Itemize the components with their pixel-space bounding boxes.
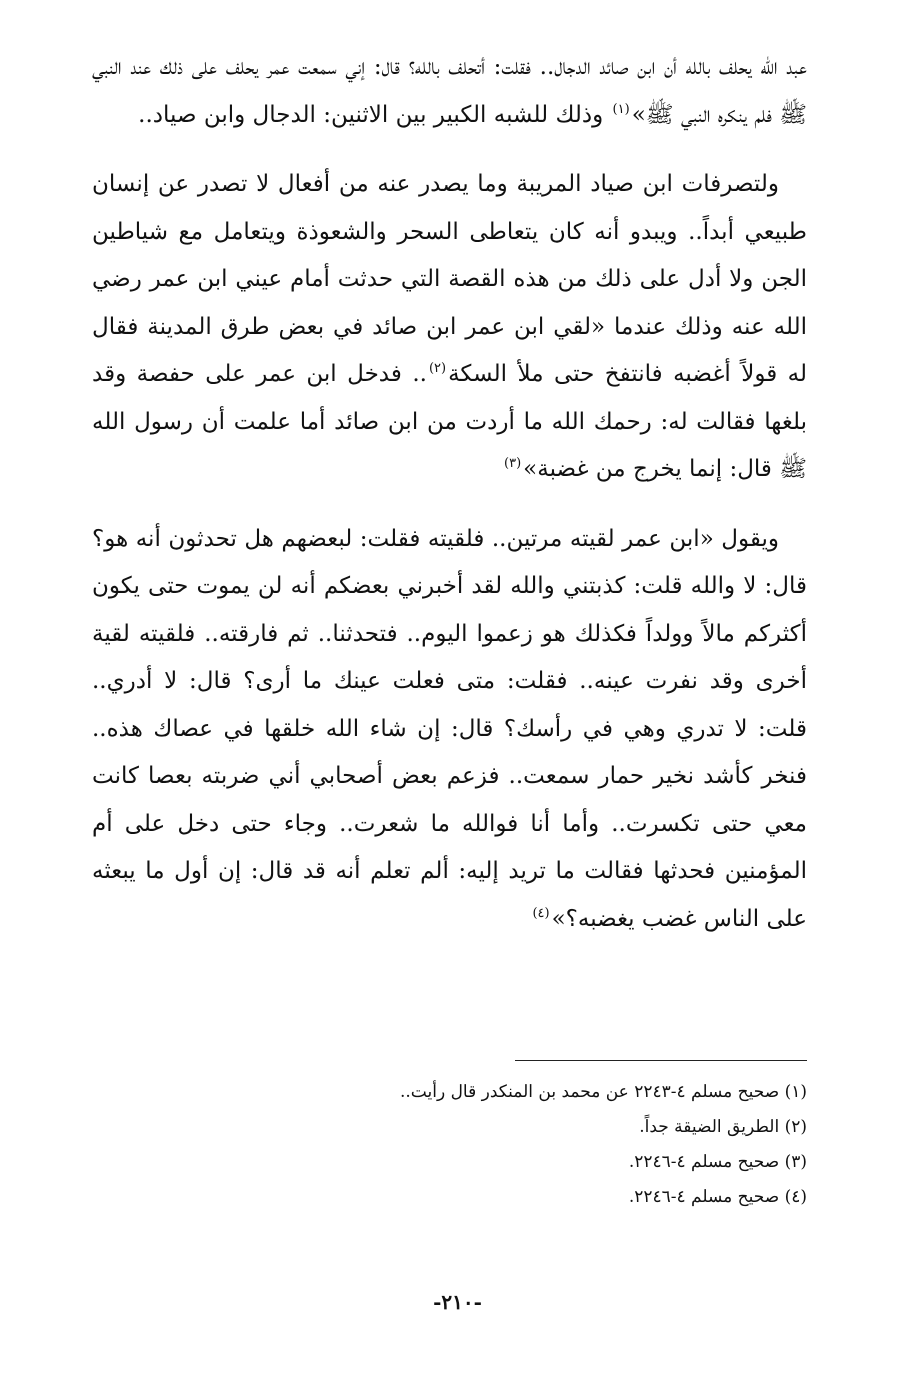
paragraph-1-text-b: وذلك للشبه الكبير بين الاثنين: الدجال وابن صياد.. xyxy=(138,101,611,128)
footnotes xyxy=(92,1075,807,1215)
footnote-3: (٣) صحيح مسلم ٤-٢٢٤٦. xyxy=(628,1152,807,1172)
paragraph-2-text-b: .. فدخل ابن عمر على حفصة وقد بلغها فقالت له: رحمك الله ما أردت من ابن صائد أما علمت أن رسول الله ﷺ قال: إنما يخرج من غضبة» xyxy=(92,361,807,482)
paragraph-3 xyxy=(92,516,807,944)
paragraph-1-text-a: عبد الله يحلف بالله أن ابن صائد الدجال.. فقلت: أتحلف بالله؟ قال: إني سمعت عمر يحلف على ذلك عند النبي ﷺ فلم ينكره النبي ﷺ» xyxy=(92,54,807,128)
page-body xyxy=(92,44,807,965)
paragraph-3-text: ويقول «ابن عمر لقيته مرتين.. فلقيته فقلت: لبعضهم هل تحدثون أنه هو؟ قال: لا والله قلت: كذبتني والله لقد أخبرني بعضكم أنه لن يموت حتى يكون أكثركم مالاً وولداً فكذلك هو زعموا اليوم.. فتحدثنا.. ثم فارقته.. فلقيته لقية أخرى وقد نفرت عينه.. فقلت: متى فعلت عينك ما أرى؟ قال: لا أدري.. قلت: لا تدري وهي في رأسك؟ قال: إن شاء الله خلقها في عصاك هذه.. فنخر كأشد نخير حمار سمعت.. فزعم بعض أصحابي أني ضربته بعصا كانت معي حتى تكسرت.. وأما أنا فوالله ما شعرت.. وجاء حتى دخل على أم المؤمنين فحدثها فقالت ما تريد إليه: ألم تعلم أنه قد قال: إن أول ما يبعثه على الناس غضب يغضبه؟» xyxy=(92,525,807,932)
paragraph-2-text-a: ولتصرفات ابن صياد المريبة وما يصدر عنه من أفعال لا تصدر عن إنسان طبيعي أبداً.. ويبدو أنه كان يتعاطى السحر والشعوذة ويتعامل مع شياطين الجن ولا أدل على ذلك من هذه القصة التي حدثت أمام عيني ابن عمر رضي الله عنه وذلك عندما «لقي ابن عمر ابن صائد في بعض طرق المدينة فقال له قولاً أغضبه فانتفخ حتى ملأ السكة xyxy=(92,171,808,387)
footnote-ref-2: (٢) xyxy=(428,361,447,377)
footnote-1: (١) صحيح مسلم ٤-٢٢٤٣ عن محمد بن المنكدر قال رأيت.. xyxy=(400,1082,807,1102)
footnote-2: (٢) الطريق الضيقة جداً. xyxy=(639,1117,807,1137)
footnote-ref-1: (١) xyxy=(612,101,630,117)
footnote-separator xyxy=(515,1060,807,1061)
paragraph-2 xyxy=(92,161,807,494)
footnote-ref-4: (٤) xyxy=(532,905,550,921)
paragraph-1 xyxy=(92,44,807,139)
footnote-4: (٤) صحيح مسلم ٤-٢٢٤٦. xyxy=(628,1187,807,1207)
footnote-ref-3: (٣) xyxy=(504,456,522,472)
page-number: -٢١٠- xyxy=(433,1290,482,1314)
